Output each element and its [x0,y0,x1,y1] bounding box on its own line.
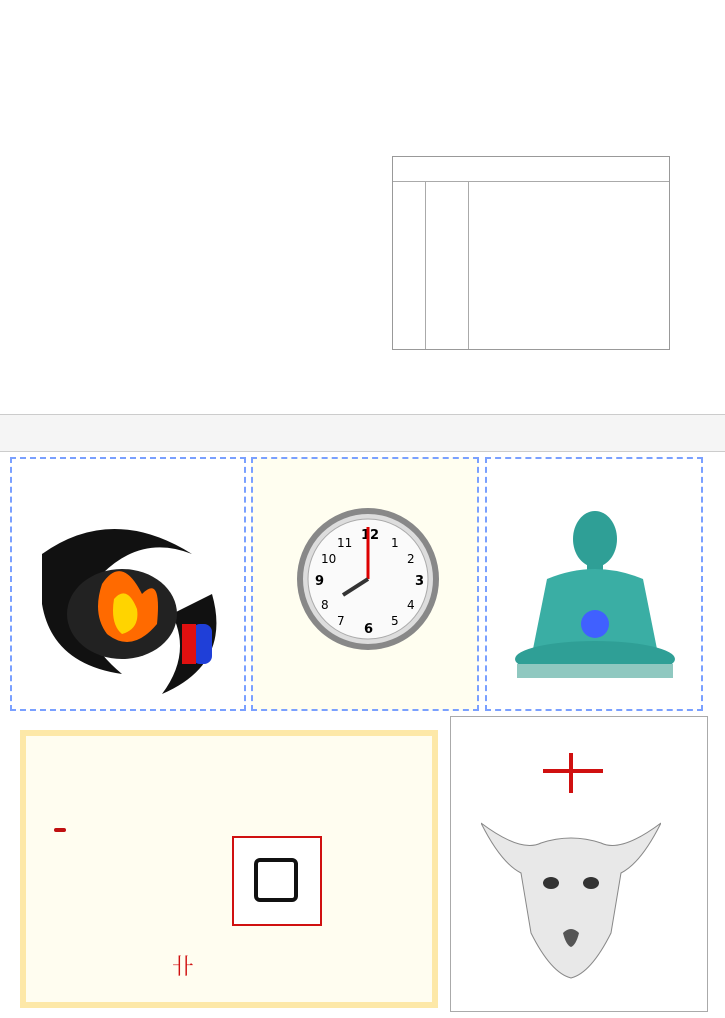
burning-graphic [22,514,232,704]
svg-text:11: 11 [337,536,353,550]
clock-graphic [283,497,453,662]
cross-icon: 卝 [171,955,194,980]
prediction-table [392,156,670,350]
svg-text:8: 8 [321,598,329,612]
panel-insider [20,730,438,1008]
svg-text:5: 5 [391,614,399,628]
svg-text:1: 1 [391,536,399,550]
svg-text:4: 4 [407,598,415,612]
box-icon [254,858,298,902]
buddha-graphic [507,499,682,679]
skull-graphic [481,813,661,983]
panel-buddha [485,457,703,711]
cross-vertical [569,753,573,793]
svg-text:2: 2 [407,552,415,566]
panel4-badge [54,828,66,832]
result-bar [0,414,725,452]
panel-clock [251,457,479,711]
table-left-column [393,182,426,349]
svg-text:6: 6 [364,622,374,637]
table-wave-column [426,182,469,349]
svg-text:3: 3 [415,574,425,589]
panel-burning [10,457,246,711]
cross-horizontal [543,769,603,773]
svg-text:10: 10 [321,552,337,566]
svg-text:7: 7 [337,614,345,628]
svg-text:9: 9 [315,574,325,589]
must-box [232,836,322,926]
table-number-column [469,182,669,349]
panel-skull [450,716,708,1012]
table-header [393,157,669,182]
svg-text:12: 12 [361,528,380,543]
